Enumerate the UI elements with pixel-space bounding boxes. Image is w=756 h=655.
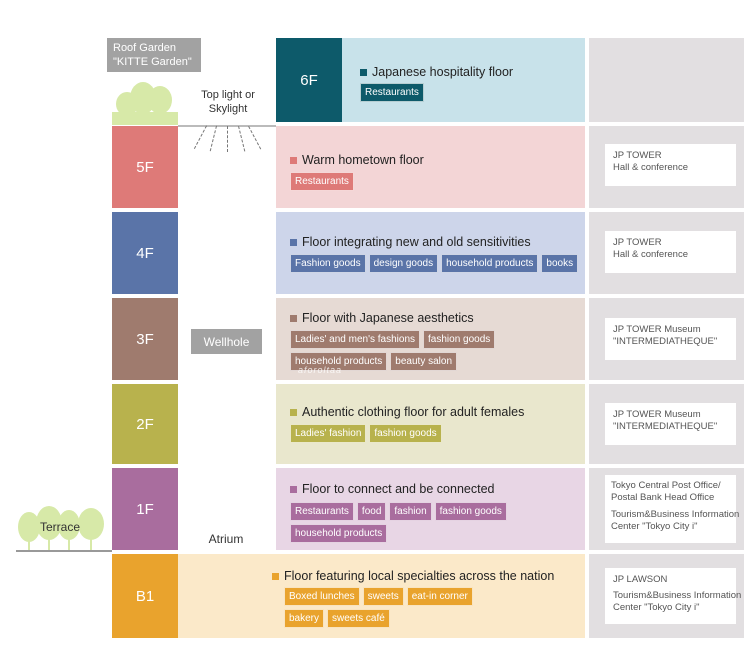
floor-4f-content [276,212,585,294]
floor-1f-tag: household products [290,524,387,543]
floor-1f-content [276,468,585,550]
floor-5f-info-box: JP TOWER Hall & conference [605,144,736,186]
floor-3f-tag: household products [290,352,387,371]
floor-6f-right-bg [589,38,744,122]
terrace-label: Terrace [40,520,81,534]
floor-b1-title: Floor featuring local specialties across the nation [272,569,554,583]
floor-2f-content [276,384,585,464]
floor-b1-content [258,554,585,638]
floor-3f-tag: beauty salon [390,352,457,371]
skylight-label: Top light or Skylight [201,89,255,115]
floor-5f-content [276,126,585,208]
floor-b1-tag: Boxed lunches [284,587,360,606]
floor-b1-tag: sweets café [327,609,390,628]
floor-4f-tags [290,254,580,273]
floor-b1-tag: bakery [284,609,324,628]
ground-line [16,550,112,552]
floor-b1-info-box: JP LAWSON Tourism&Business Information Center "Tokyo City i" [605,568,736,624]
floor-3f-label: 3F [112,298,178,380]
floor-4f-tag: books [541,254,578,273]
floor-6f-marker-icon [360,69,367,76]
floor-b1-tag: sweets [363,587,404,606]
floor-5f-title: Warm hometown floor [290,153,424,167]
floor-b1-marker-icon [272,573,279,580]
floor-3f-tag: fashion goods [423,330,495,349]
floor-4f-label: 4F [112,212,178,294]
floor-2f-marker-icon [290,409,297,416]
floor-2f-title: Authentic clothing floor for adult females [290,405,524,419]
roof-garden-label: Roof Garden "KITTE Garden" [107,38,201,72]
floor-2f-tags [290,424,580,443]
watermark: aforoltaa [298,365,343,375]
floor-4f-tag: household products [441,254,538,273]
floor-6f-content [346,38,585,122]
floor-5f-marker-icon [290,157,297,164]
floor-3f-marker-icon [290,315,297,322]
wellhole-label: Wellhole [191,329,262,354]
floor-3f-info-box: JP TOWER Museum "INTERMEDIATHEQUE" [605,318,736,360]
floor-b1-tag: eat-in corner [407,587,473,606]
floor-4f-tag: Fashion goods [290,254,366,273]
floor-2f-tag: Ladies' fashion [290,424,366,443]
floor-1f-tags [290,502,530,543]
floor-1f-tag: fashion [389,502,431,521]
atrium-label: Atrium [208,532,244,546]
floor-1f-marker-icon [290,486,297,493]
floor-4f-tag: design goods [369,254,439,273]
floor-3f-tag: Ladies' and men's fashions [290,330,420,349]
floor-4f-marker-icon [290,239,297,246]
floor-1f-label: 1F [112,468,178,550]
floor-6f-tag: Restaurants [360,83,424,102]
floor-4f-title: Floor integrating new and old sensitivities [290,235,531,249]
floor-6f-title: Japanese hospitality floor [360,65,513,79]
floor-5f-tag: Restaurants [290,172,354,191]
floor-1f-title: Floor to connect and be connected [290,482,495,496]
floor-3f-title: Floor with Japanese aesthetics [290,311,474,325]
floor-1f-tag: food [357,502,386,521]
floor-3f-content [276,298,585,380]
floor-5f-tags [290,172,580,191]
floor-6f-label: 6F [276,38,342,122]
floor-4f-info-box: JP TOWER Hall & conference [605,231,736,273]
floor-2f-info-box: JP TOWER Museum "INTERMEDIATHEQUE" [605,403,736,445]
floor-2f-label: 2F [112,384,178,464]
floor-b1-tags [284,587,484,628]
floor-1f-tag: fashion goods [435,502,507,521]
floor-2f-tag: fashion goods [369,424,441,443]
floor-1f-tag: Restaurants [290,502,354,521]
floor-5f-label: 5F [112,126,178,208]
floor-b1-label: B1 [112,554,178,638]
floor-1f-info-box: Tokyo Central Post Office/ Postal Bank Head Office Tourism&Business Information Center "Tokyo City i" [605,475,736,543]
